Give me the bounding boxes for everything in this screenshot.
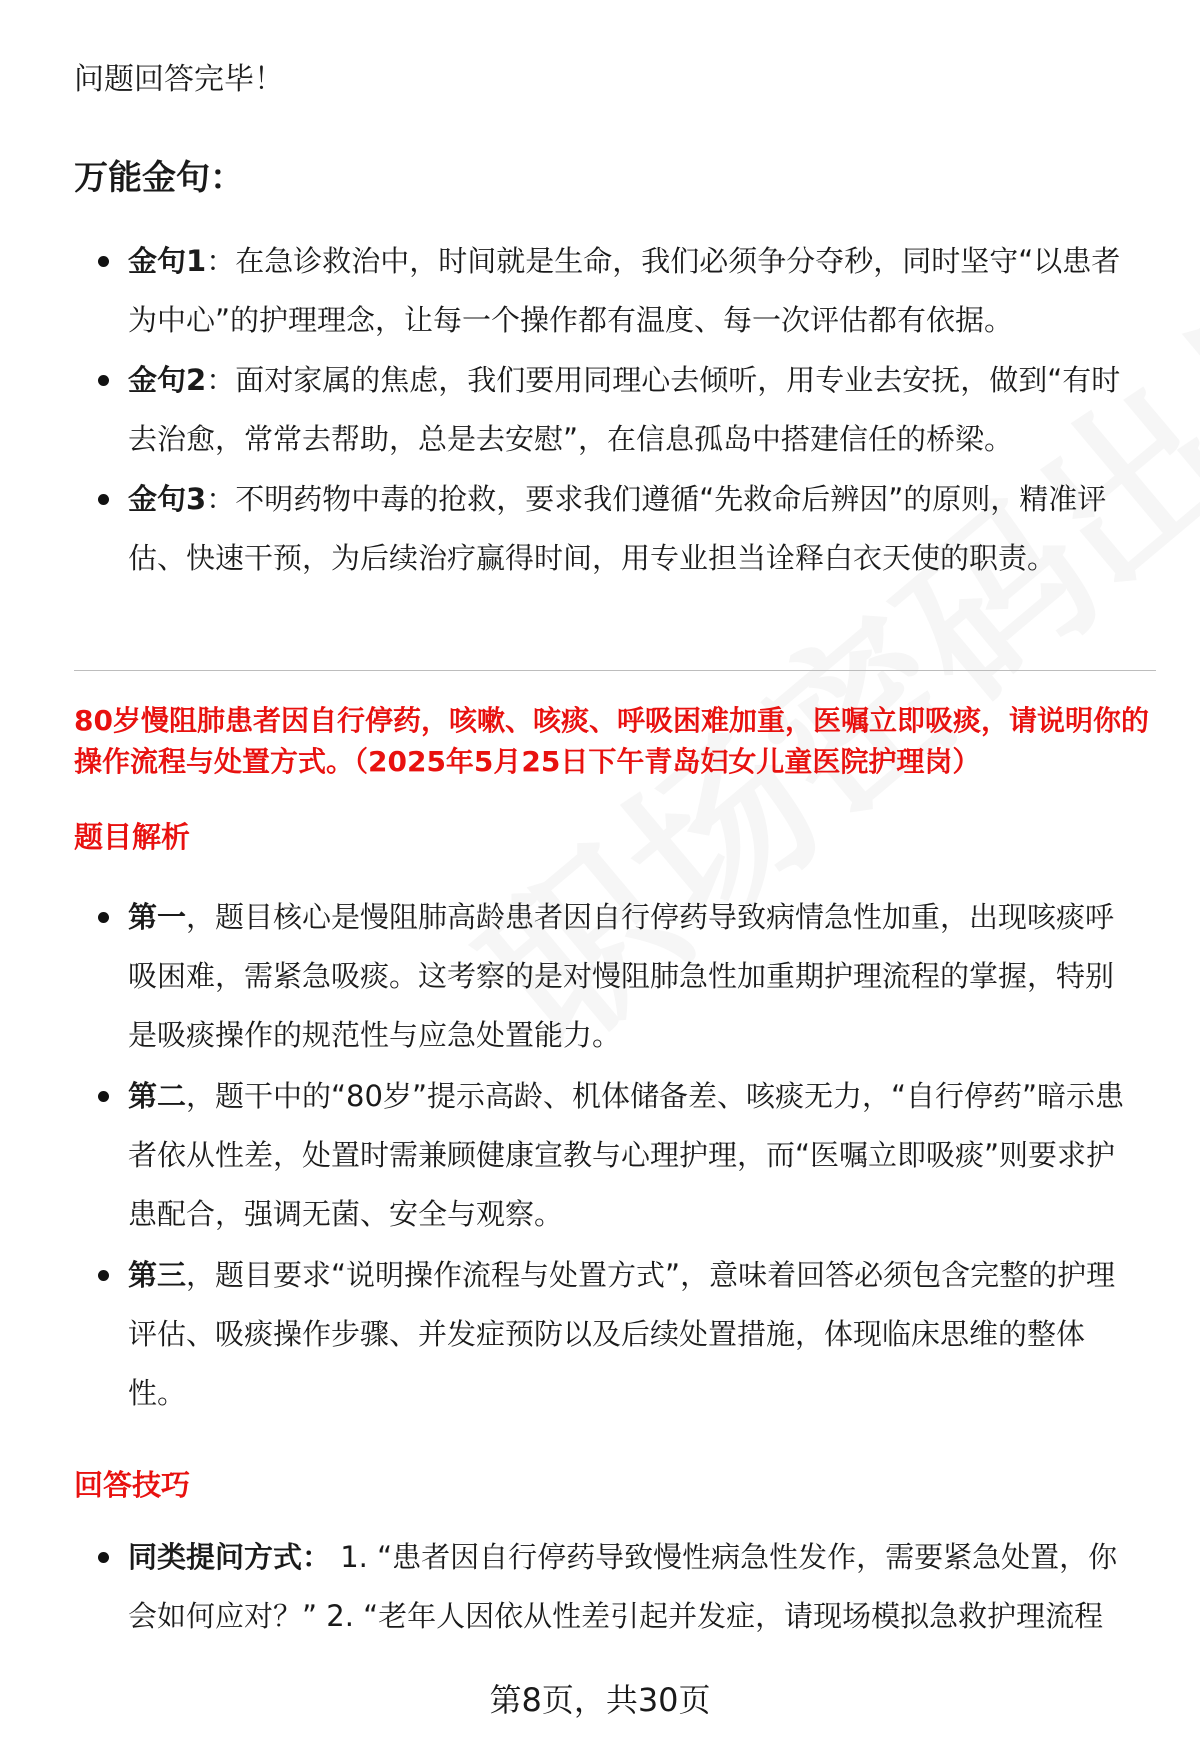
divider <box>74 670 1156 671</box>
golden-item <box>128 351 1138 469</box>
golden-label: 金句2 <box>128 363 207 397</box>
analysis-heading: 题目解析 <box>74 820 191 854</box>
analysis-label: 第三 <box>128 1258 187 1292</box>
golden-heading: 万能金句： <box>74 158 244 198</box>
golden-item <box>128 470 1138 588</box>
tips-item <box>128 1528 1138 1646</box>
golden-item <box>128 232 1138 350</box>
analysis-text: ，题目核心是慢阻肺高龄患者因自行停药导致病情急性加重，出现咳痰呼吸困难，需紧急吸痰。这考察的是对慢阻肺急性加重期护理流程的掌握，特别是吸痰操作的规范性与应急处置能力。 <box>128 900 1115 1052</box>
analysis-label: 第二 <box>128 1079 187 1113</box>
analysis-text: ，题目要求“说明操作流程与处置方式”，意味着回答必须包含完整的护理评估、吸痰操作步骤、并发症预防以及后续处置措施，体现临床思维的整体性。 <box>128 1258 1116 1410</box>
tips-text: 1. “患者因自行停药导致慢性病急性发作，需要紧急处置，你会如何应对？” 2. “老年人因依从性差引起并发症，请现场模拟急救护理流程 <box>128 1540 1118 1633</box>
intro-line: 问题回答完毕！ <box>74 62 284 97</box>
tips-heading: 回答技巧 <box>74 1468 191 1502</box>
analysis-text: ，题干中的“80岁”提示高龄、机体储备差、咳痰无力，“自行停药”暗示患者依从性差，处置时需兼顾健康宣教与心理护理，而“医嘱立即吸痰”则要求护患配合，强调无菌、安全与观察。 <box>128 1079 1125 1231</box>
golden-text: ：面对家属的焦虑，我们要用同理心去倾听，用专业去安抚，做到“有时去治愈，常常去帮助，总是去安慰”，在信息孤岛中搭建信任的桥梁。 <box>128 363 1121 456</box>
page-footer: 第8页，共30页 <box>489 1681 711 1719</box>
golden-label: 金句3 <box>128 482 207 516</box>
analysis-label: 第一 <box>128 900 187 934</box>
question-title: 80岁慢阻肺患者因自行停药，咳嗽、咳痰、呼吸困难加重，医嘱立即吸痰，请说明你的操作流程与处置方式。（2025年5月25日下午青岛妇女儿童医院护理岗） <box>74 704 1149 778</box>
analysis-item <box>128 1067 1138 1244</box>
golden-text: ：不明药物中毒的抢救，要求我们遵循“先救命后辨因”的原则，精准评估、快速干预，为后续治疗赢得时间，用专业担当诠释白衣天使的职责。 <box>128 482 1107 575</box>
tips-label: 同类提问方式： <box>128 1540 332 1574</box>
golden-text: ：在急诊救治中，时间就是生命，我们必须争分夺秒，同时坚守“以患者为中心”的护理理念，让每一个操作都有温度、每一次评估都有依据。 <box>128 244 1121 337</box>
analysis-item <box>128 888 1138 1065</box>
analysis-item <box>128 1246 1138 1423</box>
golden-label: 金句1 <box>128 244 207 278</box>
